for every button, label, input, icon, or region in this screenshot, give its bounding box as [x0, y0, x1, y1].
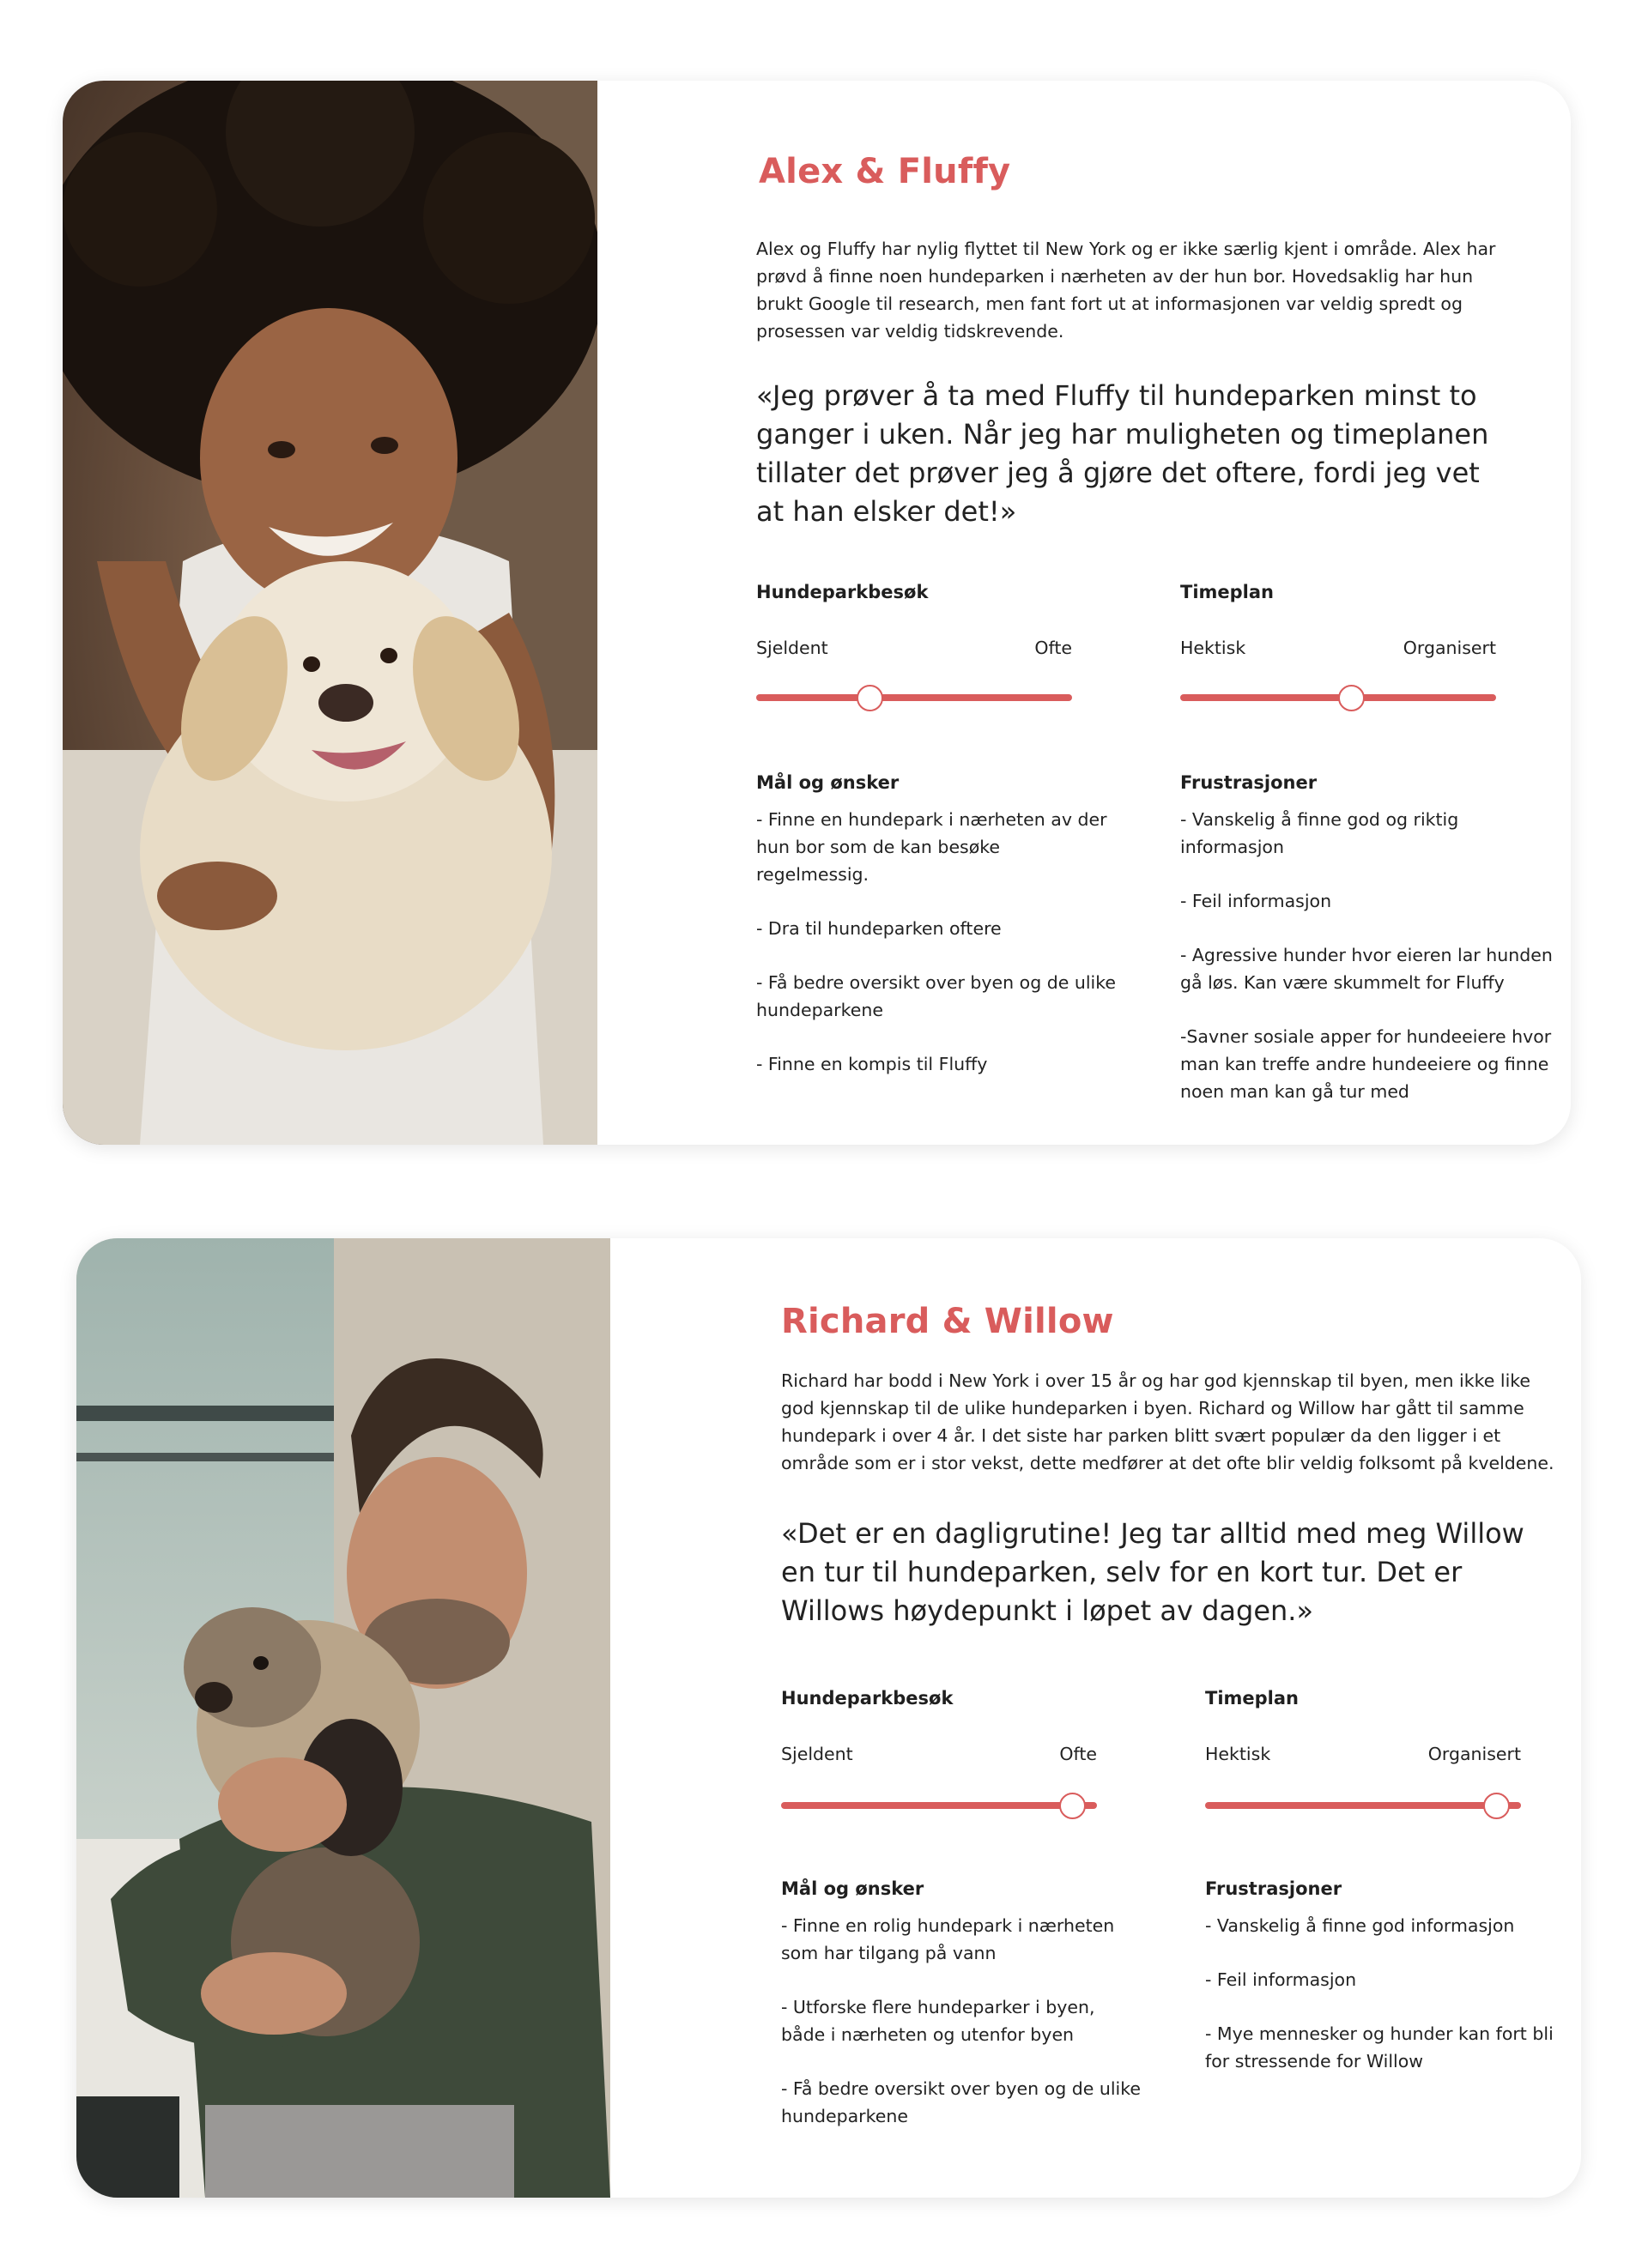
persona-quote: «Det er en dagligrutine! Jeg tar alltid med meg Willow en tur til hundeparken, selv for en kort tur. Det er Willows høydepunkt i løpet av dagen.»	[781, 1517, 1524, 1627]
visits-slider[interactable]	[781, 1790, 1097, 1821]
frustration-item: -Savner sosiale apper for hundeeiere hvor man kan treffe andre hundeeiere og finne noen man kan gå tur med	[1180, 1026, 1552, 1102]
persona-content	[597, 81, 1571, 1145]
slider-thumb[interactable]	[857, 685, 883, 711]
persona-card-richard	[76, 1238, 1581, 2198]
visits-min-label: Sjeldent	[781, 1744, 853, 1764]
frustration-item: - Feil informasjon	[1205, 1969, 1357, 1990]
schedule-min-label: Hektisk	[1180, 638, 1246, 658]
frustration-item: - Vanskelig å finne god informasjon	[1205, 1915, 1515, 1936]
persona-name: Alex & Fluffy	[759, 152, 1011, 191]
goals-list	[781, 1912, 1142, 2130]
schedule-slider[interactable]	[1180, 682, 1496, 713]
frustration-item: - Agressive hunder hvor eieren lar hunden gå løs. Kan være skummelt for Fluffy	[1180, 945, 1553, 993]
frustration-item: - Mye mennesker og hunder kan fort bli for stressende for Willow	[1205, 2023, 1554, 2071]
persona-photo	[63, 81, 597, 1145]
schedule-slider[interactable]	[1205, 1790, 1521, 1821]
schedule-label: Timeplan	[1180, 582, 1274, 602]
goal-item: - Utforske flere hundeparker i byen, både i nærheten og utenfor byen	[781, 1997, 1095, 2045]
visits-label: Hundeparkbesøk	[756, 582, 929, 602]
frustration-item: - Feil informasjon	[1180, 891, 1332, 911]
goals-label: Mål og ønsker	[781, 1878, 924, 1899]
visits-label: Hundeparkbesøk	[781, 1688, 954, 1709]
goal-item: - Få bedre oversikt over byen og de ulike hundeparkene	[756, 972, 1117, 1020]
visits-slider[interactable]	[756, 682, 1072, 713]
frustrations-label: Frustrasjoner	[1180, 772, 1318, 793]
persona-photo	[76, 1238, 610, 2198]
visits-max-label: Ofte	[1034, 638, 1072, 658]
goals-list	[756, 806, 1117, 1078]
persona-bio: Alex og Fluffy har nylig flyttet til New York og er ikke særlig kjent i område. Alex har prøvd å finne noen hundeparken i nærheten av der hun bor. Hovedsaklig har hun brukt Google til research, men fant fort ut at informasjonen var veldig spredt og prosessen var veldig tidskrevende.	[756, 239, 1496, 342]
slider-thumb[interactable]	[1483, 1793, 1510, 1819]
schedule-label: Timeplan	[1205, 1688, 1299, 1709]
goal-item: - Dra til hundeparken oftere	[756, 918, 1002, 939]
goals-label: Mål og ønsker	[756, 772, 900, 793]
persona-card-alex	[63, 81, 1571, 1145]
goal-item: - Finne en rolig hundepark i nærheten som har tilgang på vann	[781, 1915, 1115, 1963]
persona-quote: «Jeg prøver å ta med Fluffy til hundeparken minst to ganger i uken. Når jeg har muligheten og timeplanen tillater det prøver jeg å gjøre det oftere, fordi jeg vet at han elsker det!»	[756, 379, 1489, 528]
schedule-max-label: Organisert	[1403, 638, 1496, 658]
goal-item: - Få bedre oversikt over byen og de ulike hundeparkene	[781, 2078, 1142, 2126]
slider-track	[781, 1802, 1097, 1809]
goal-item: - Finne en hundepark i nærheten av der hun bor som de kan besøke regelmessig.	[756, 809, 1107, 885]
man-with-dog-image	[76, 1238, 610, 2198]
persona-bio: Richard har bodd i New York i over 15 år og har god kjennskap til byen, men ikke like god kjennskap til de ulike hundeparken i byen. Richard og Willow har gått til samme hundepark i over 4 år. I det siste har parken blitt svært populær da den ligger i et område som er i stor vekst, dette medfører at det ofte blir veldig folksomt på kveldene.	[781, 1370, 1554, 1473]
frustrations-list	[1180, 806, 1566, 1105]
frustrations-label: Frustrasjoner	[1205, 1878, 1342, 1899]
frustrations-list	[1205, 1912, 1566, 2075]
slider-thumb[interactable]	[1059, 1793, 1086, 1819]
schedule-min-label: Hektisk	[1205, 1744, 1271, 1764]
slider-thumb[interactable]	[1338, 685, 1365, 711]
woman-with-dog-image	[63, 81, 597, 1145]
visits-min-label: Sjeldent	[756, 638, 828, 658]
frustration-item: - Vanskelig å finne god og riktig informasjon	[1180, 809, 1459, 857]
persona-content	[610, 1238, 1581, 2198]
goal-item: - Finne en kompis til Fluffy	[756, 1054, 988, 1074]
schedule-max-label: Organisert	[1427, 1744, 1521, 1764]
slider-track	[756, 694, 1072, 701]
persona-name: Richard & Willow	[781, 1302, 1114, 1341]
slider-track	[1205, 1802, 1521, 1809]
visits-max-label: Ofte	[1059, 1744, 1097, 1764]
